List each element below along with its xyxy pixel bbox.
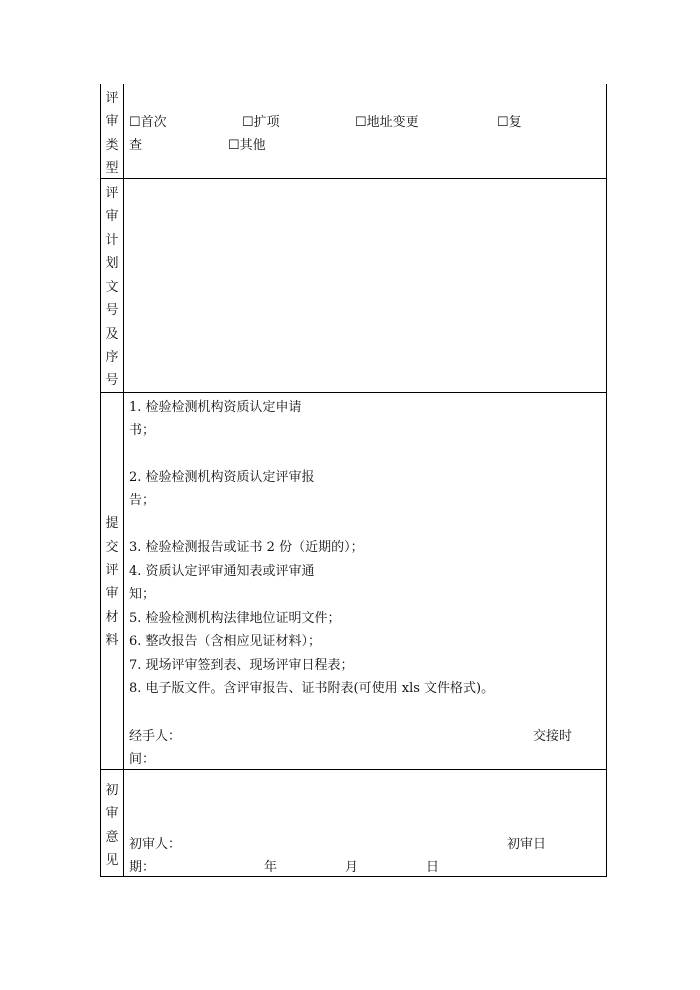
material-item-4-wrap: 知；	[129, 587, 156, 602]
re-review-wrap-text: 查	[129, 138, 143, 153]
material-item-6: 6. 整改报告（含相应见证材料）；	[129, 634, 322, 649]
initial-review-label-char: 见	[105, 853, 119, 868]
plan-number-label-char: 划	[105, 256, 119, 271]
handover-time-label: 交接时	[533, 729, 573, 744]
material-item-8: 8. 电子版文件。含评审报告、证书附表(可使用 xls 文件格式)。	[129, 681, 495, 696]
checkbox-scope-extension[interactable]: ☐扩项	[242, 115, 280, 130]
material-item-7: 7. 现场评审签到表、现场评审日程表；	[129, 658, 354, 673]
initial-review-label-char: 初	[105, 783, 119, 798]
material-item-1-wrap: 书；	[129, 423, 156, 438]
plan-number-label-char: 号	[105, 303, 119, 318]
plan-number-input-area[interactable]	[126, 181, 604, 390]
material-item-4: 4. 资质认定评审通知表或评审通	[129, 564, 315, 579]
review-type-label-char: 评	[105, 91, 119, 106]
checkbox-other[interactable]: ☐其他	[228, 138, 266, 153]
row-divider-2	[100, 392, 607, 393]
table-border-right	[606, 84, 607, 877]
materials-label-char: 审	[105, 586, 119, 601]
plan-number-label-char: 序	[105, 350, 119, 365]
plan-number-label-char: 评	[105, 186, 119, 201]
row-divider-1	[100, 178, 607, 179]
initial-review-label-char: 审	[105, 806, 119, 821]
material-item-2-wrap: 告；	[129, 493, 156, 508]
material-item-2: 2. 检验检测机构资质认定评审报	[129, 470, 315, 485]
checkbox-re-review[interactable]: ☐复	[497, 115, 522, 130]
review-type-label-char: 型	[105, 161, 119, 176]
handler-label: 经手人：	[129, 729, 182, 744]
table-border-bottom	[100, 876, 607, 877]
date-year-label: 年	[264, 860, 278, 875]
materials-label-char: 评	[105, 563, 119, 578]
materials-label-char: 料	[105, 633, 119, 648]
row-divider-3	[100, 769, 607, 770]
plan-number-label-char: 审	[105, 209, 119, 224]
checkbox-address-change[interactable]: ☐地址变更	[355, 115, 419, 130]
checkbox-first-review[interactable]: ☐首次	[129, 115, 167, 130]
handover-time-label-wrap: 间：	[129, 752, 156, 767]
initial-review-label-char: 意	[105, 830, 119, 845]
plan-number-label-char: 计	[105, 233, 119, 248]
material-item-1: 1. 检验检测机构资质认定申请	[129, 400, 302, 415]
plan-number-label-char: 号	[105, 373, 119, 388]
table-border-left	[100, 84, 101, 877]
review-type-label-char: 审	[105, 114, 119, 129]
material-item-3: 3. 检验检测报告或证书 2 份（近期的）；	[129, 540, 364, 555]
initial-review-date-label: 初审日	[507, 837, 547, 852]
materials-label-char: 交	[105, 540, 119, 555]
date-month-label: 月	[345, 860, 359, 875]
label-column-divider	[123, 84, 124, 877]
review-type-label-char: 类	[105, 138, 119, 153]
materials-label-char: 提	[105, 516, 119, 531]
initial-reviewer-label: 初审人：	[129, 837, 182, 852]
initial-review-date-label-wrap: 期：	[129, 860, 156, 875]
plan-number-label-char: 及	[105, 327, 119, 342]
date-day-label: 日	[426, 860, 440, 875]
materials-label-char: 材	[105, 610, 119, 625]
material-item-5: 5. 检验检测机构法律地位证明文件；	[129, 611, 341, 626]
plan-number-label-char: 文	[105, 280, 119, 295]
